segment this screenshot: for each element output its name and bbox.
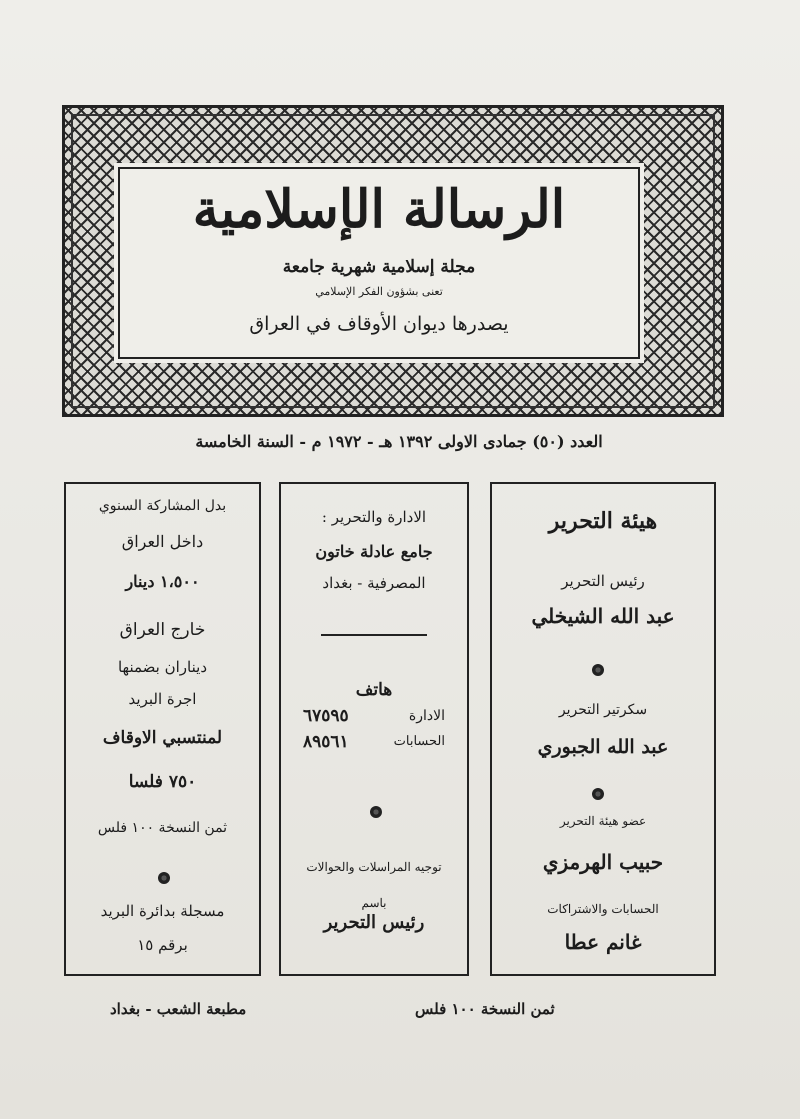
issue-line: العدد (٥٠) جمادى الاولى ١٣٩٢ هـ - ١٩٧٢ م - السنة الخامسة [195,432,603,451]
member-label: عضو هيئة التحرير [559,814,647,828]
footer-price: ثمن النسخة ١٠٠ فلس [415,1000,555,1018]
magazine-subtitle: مجلة إسلامية شهرية جامعة [282,257,476,277]
copy-price: ثمن النسخة ١٠٠ فلس [97,820,228,836]
magazine-publisher: يصدرها ديوان الأوقاف في العراق [249,313,509,335]
magazine-tagline: تعنى بشؤون الفكر الإسلامي [315,285,443,298]
address-line-2: المصرفية - بغداد [322,574,426,592]
affiliates-label: لمنتسبي الاوقاف [102,728,223,748]
to-name-label: باسم [361,896,387,910]
admin-phone-label: الادارة [408,708,445,724]
registration-note: مسجلة بدائرة البريد [100,902,225,920]
bullet-icon [158,872,170,884]
divider [321,634,427,636]
inside-iraq-price: ١،٥٠٠ دينار [125,572,200,591]
accounts-name: غانم عطا [564,930,642,954]
subscription-box [64,482,261,976]
outside-iraq-price: ديناران بضمنها [117,658,207,676]
bullet-icon [370,806,382,818]
masthead [118,167,640,359]
phone-heading: هاتف [355,680,393,700]
bullet-icon [592,664,604,676]
magazine-title: الرسالة الإسلامية [192,179,566,240]
secretary-name: عبد الله الجبوري [537,736,669,758]
outside-iraq-label: خارج العراق [119,620,206,640]
chief-name: عبد الله الشيخلي [531,604,675,628]
member-name: حبيب الهرمزي [542,850,664,874]
admin-phone-number: ٦٧٥٩٥ [303,706,349,726]
accounts-label: الحسابات والاشتراكات [547,902,659,916]
editor-chief-name: رئيس التحرير [323,912,425,933]
administration-box [279,482,469,976]
affiliates-price: ٧٥٠ فلسا [128,772,197,792]
editorial-heading: هيئة التحرير [548,508,658,534]
accounts-phone-number: ٨٩٥٦١ [303,732,349,752]
bullet-icon [592,788,604,800]
admin-heading: الادارة والتحرير : [321,508,427,526]
registration-number: برقم ١٥ [137,936,188,954]
chief-label: رئيس التحرير [561,572,645,590]
inside-iraq-label: داخل العراق [121,532,204,551]
secretary-label: سكرتير التحرير [558,702,648,718]
postage-label: اجرة البريد [128,690,197,708]
correspondence-note: توجيه المراسلات والحوالات [306,860,442,874]
address-line-1: جامع عادلة خاتون [315,542,433,561]
subscription-heading: بدل المشاركة السنوي [98,498,227,514]
footer-printer: مطبعة الشعب - بغداد [110,1000,247,1018]
editorial-board-box [490,482,716,976]
accounts-phone-label: الحسابات [393,734,445,749]
